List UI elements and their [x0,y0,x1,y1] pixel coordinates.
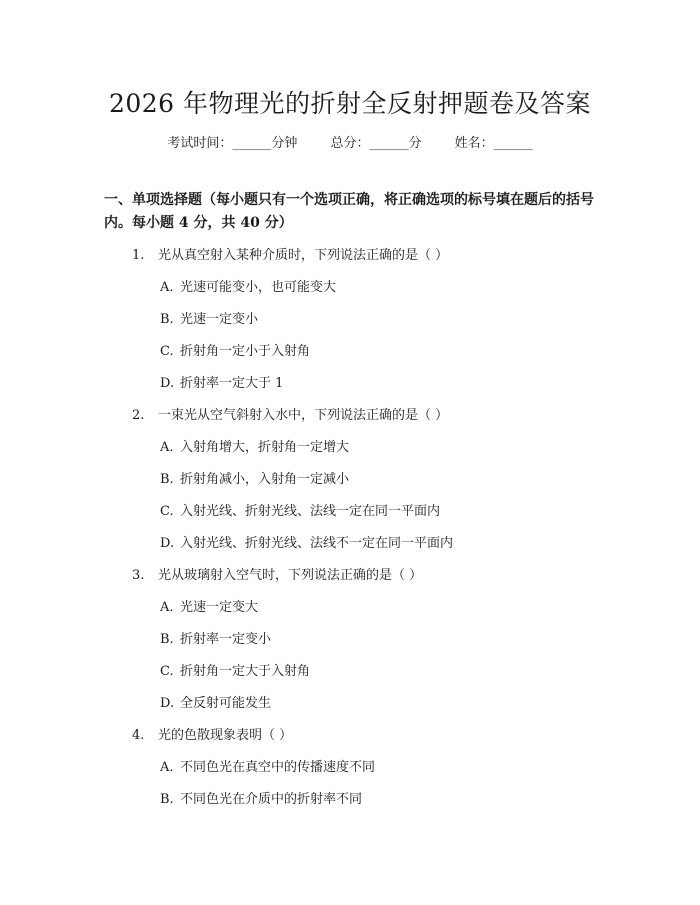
exam-time-field: 考试时间：______分钟 [167,136,298,151]
option-text: 入射角增大，折射角一定增大 [180,440,350,455]
option-letter: B. [160,312,174,327]
question-stem: 光的色散现象表明（ ） [158,728,293,743]
question-3-option-a [160,596,258,615]
option-letter: A. [160,280,174,295]
option-text: 折射率一定大于 1 [180,376,284,391]
question-3 [132,564,422,583]
question-1-option-b [160,308,258,327]
question-number: 1. [132,248,145,263]
option-letter: D. [160,376,175,391]
option-letter: D. [160,696,175,711]
option-text: 折射角一定大于入射角 [180,664,311,679]
question-1-option-d [160,372,283,391]
option-text: 折射角一定小于入射角 [180,344,311,359]
question-3-option-c [160,660,310,679]
question-number: 3. [132,568,145,583]
option-text: 不同色光在介质中的折射率不同 [180,792,363,807]
option-letter: A. [160,760,174,775]
option-letter: B. [160,632,174,647]
question-4-option-b [160,788,362,807]
question-4 [132,724,292,743]
question-1 [132,244,448,263]
question-number: 2. [132,408,145,423]
question-2-option-a [160,436,349,455]
option-text: 入射光线、折射光线、法线一定在同一平面内 [180,504,441,519]
question-3-option-d [160,692,271,711]
option-text: 不同色光在真空中的传播速度不同 [180,760,376,775]
total-score-field: 总分：______分 [330,136,422,151]
question-stem: 光从玻璃射入空气时，下列说法正确的是（ ） [158,568,423,583]
student-name-field: 姓名：______ [454,136,533,151]
section-heading-line2: 内。每小题 4 分，共 40 分） [104,215,293,231]
option-text: 光速一定变小 [180,312,259,327]
exam-info-line [0,132,700,151]
question-2 [132,404,448,423]
question-1-option-a [160,276,336,295]
option-text: 光速一定变大 [180,600,259,615]
option-letter: B. [160,792,174,807]
option-text: 光速可能变小，也可能变大 [180,280,337,295]
option-text: 折射角减小，入射角一定减小 [180,472,350,487]
question-4-option-a [160,756,375,775]
option-letter: C. [160,344,174,359]
question-stem: 光从真空射入某种介质时，下列说法正确的是（ ） [158,248,449,263]
question-2-option-b [160,468,349,487]
question-2-option-c [160,500,440,519]
option-letter: B. [160,472,174,487]
page-title: 2026 年物理光的折射全反射押题卷及答案 [108,89,592,118]
option-letter: A. [160,440,174,455]
section-heading-line1: 一、单项选择题（每小题只有一个选项正确，将正确选项的标号填在题后的括号 [104,192,594,208]
option-letter: D. [160,536,175,551]
question-number: 4. [132,728,145,743]
section-heading [104,189,604,235]
option-text: 入射光线、折射光线、法线不一定在同一平面内 [180,536,454,551]
question-1-option-c [160,340,310,359]
option-letter: C. [160,664,174,679]
option-text: 折射率一定变小 [180,632,272,647]
option-letter: A. [160,600,174,615]
option-letter: C. [160,504,174,519]
question-3-option-b [160,628,271,647]
question-stem: 一束光从空气斜射入水中，下列说法正确的是（ ） [158,408,449,423]
question-2-option-d [160,532,453,551]
option-text: 全反射可能发生 [180,696,272,711]
